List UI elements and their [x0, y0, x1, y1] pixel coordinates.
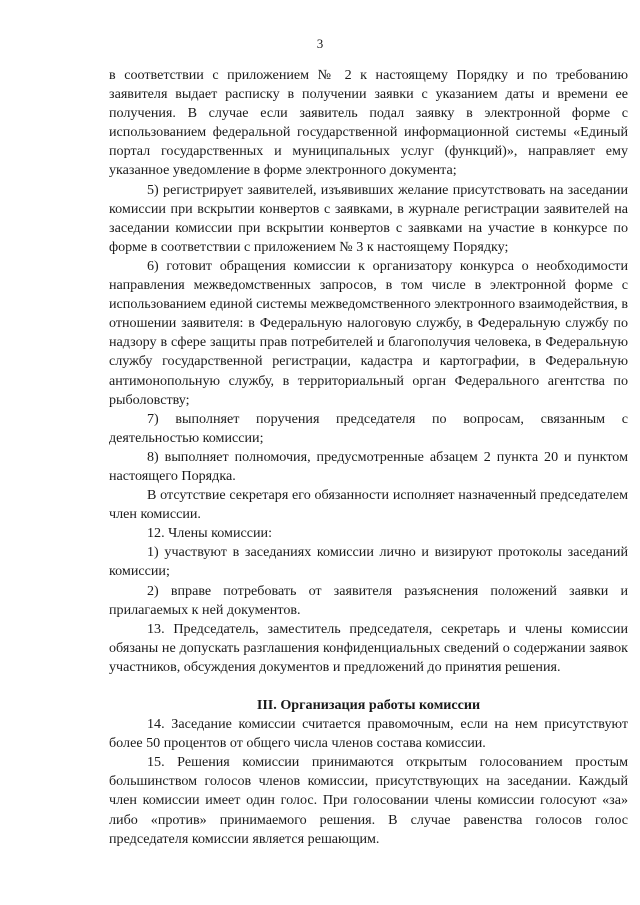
paragraph-item-6: 6) готовит обращения комиссии к организатору конкурса о необходимости направления межведомственных запросов, в том числе в электронной форме с использованием единой системы межведомственного электронного взаимодействия, в отношении заявителя: в Федеральную налоговую службу, в Федеральную службу по надзору в сфере защиты прав потребителей и благополучия человека, в Федеральную службу государственной регистрации, кадастра и картографии, в Федеральную антимонопольную службу, в территориальный орган Федерального агентства по рыболовству; [109, 257, 628, 408]
document-body [109, 66, 628, 849]
paragraph-item-5: 5) регистрирует заявителей, изъявивших желание присутствовать на заседании комиссии при вскрытии конвертов с заявками, в журнале регистрации заявителей на заседании комиссии при вскрытии конвертов с заявками на участие в конкурсе по форме в соответствии с приложением № 3 к настоящему Порядку; [109, 181, 628, 255]
page-number: 3 [316, 36, 324, 51]
paragraph-14: 14. Заседание комиссии считается правомочным, если на нем присутствуют более 50 процентов от общего числа членов состава комиссии. [109, 716, 628, 752]
paragraph-12-item-2: 2) вправе потребовать от заявителя разъяснения положений заявки и прилагаемых к ней документов. [109, 582, 628, 618]
paragraph-item-8: 8) выполняет полномочия, предусмотренные абзацем 2 пункта 20 и пунктом настоящего Порядка. [109, 448, 628, 484]
paragraph-15: 15. Решения комиссии принимаются открытым голосованием простым большинством голосов членов комиссии, присутствующих на заседании. Каждый член комиссии имеет один голос. При голосовании члены комиссии голосуют «за» либо «против» принимаемого решения. В случае равенства голосов голос председателя комиссии является решающим. [109, 754, 628, 847]
paragraph-item-7: 7) выполняет поручения председателя по вопросам, связанным с деятельностью комиссии; [109, 410, 628, 446]
paragraph-13: 13. Председатель, заместитель председателя, секретарь и члены комиссии обязаны не допускать разглашения конфиденциальных сведений о содержании заявок участников, обсуждения документов и предложений до принятия решения. [109, 620, 628, 675]
section-heading: III. Организация работы комиссии [256, 697, 481, 713]
paragraph-12-heading: 12. Члены комиссии: [147, 525, 273, 542]
paragraph-secretary-absence: В отсутствие секретаря его обязанности исполняет назначенный председателем член комиссии. [109, 487, 628, 523]
paragraph-continuation: в соответствии с приложением № 2 к настоящему Порядку и по требованию заявителя выдает расписку в получении заявки с указанием даты и времени ее получения. В случае если заявитель подал заявку в электронной форме с использованием федеральной государственной информационной системы «Единый портал государственных и муниципальных услуг (функций)», направляет ему указанное уведомление в форме электронного документа; [109, 67, 628, 179]
paragraph-12-item-1: 1) участвуют в заседаниях комиссии лично и визируют протоколы заседаний комиссии; [109, 544, 628, 580]
